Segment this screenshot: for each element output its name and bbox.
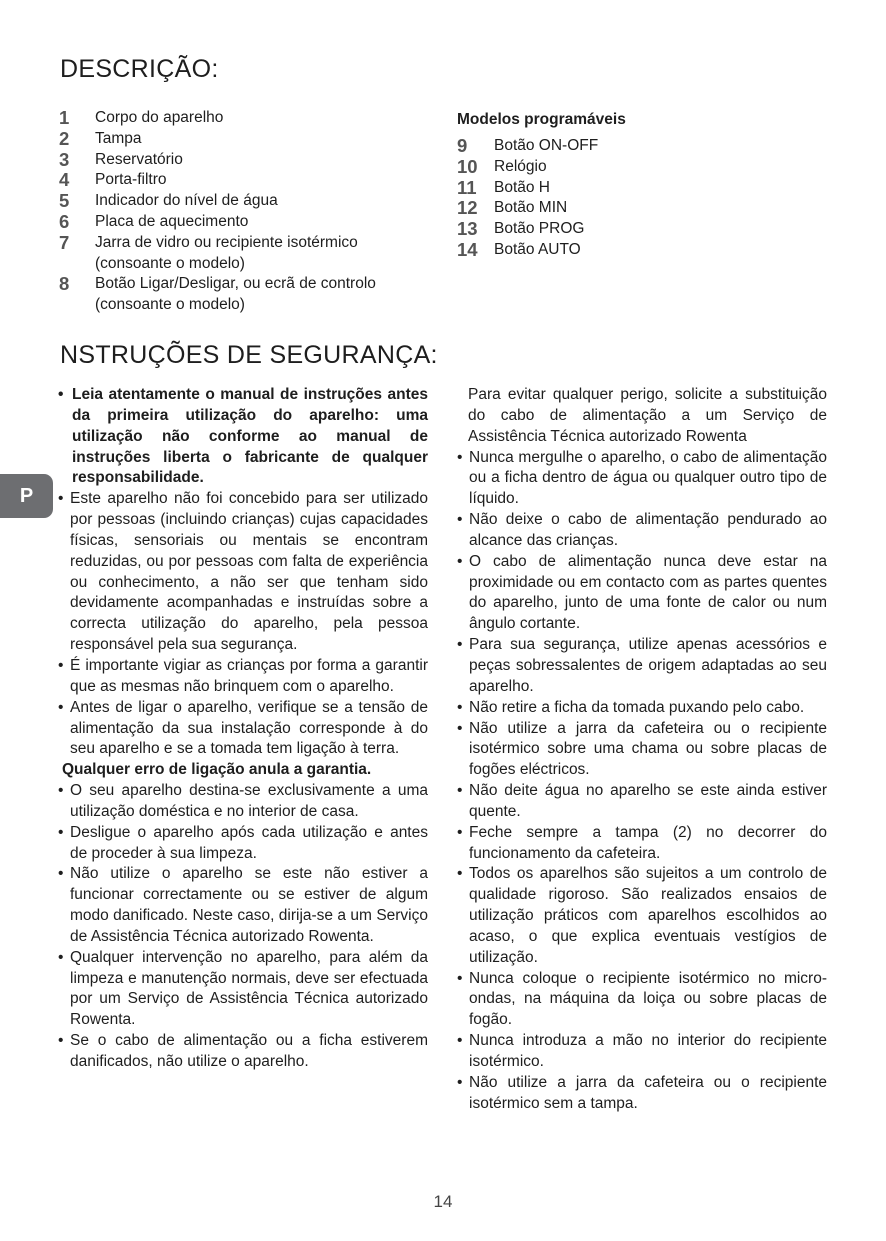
part-label: Porta-filtro [95,171,167,189]
part-label: Botão H [494,178,551,196]
list-item: • Para sua segurança, utilize apenas acessórios e peças sobressalentes de origem adaptadas ao seu aparelho. [457,635,827,698]
part-number: 1 [59,107,70,128]
list-item: • Não retire a ficha da tomada puxando pelo cabo. [457,698,827,719]
list-item: • Não utilize a jarra da cafeteira ou o recipiente isotérmico sem a tampa. [457,1073,827,1115]
part-number: 2 [59,127,70,149]
list-item: • Nunca mergulhe o aparelho, o cabo de alimentação ou a ficha dentro de água ou qualquer outro tipo de líquido. [457,448,827,511]
list-item: • Leia atentamente o manual de instruções antes da primeira utilização do aparelho: uma utilização não conforme ao manual de instruções liberta o fabricante de qualquer responsabilidade. [58,385,428,489]
safety-title: NSTRUÇÕES DE SEGURANÇA: [60,341,438,369]
parts-list [59,108,429,316]
list-item-continued: Para evitar qualquer perigo, solicite a substituição do cabo de alimentação a um Serviço de Assistência Técnica autorizado Rowenta [468,386,827,445]
part-label: Tampa [95,129,142,147]
programmable-models-list [457,110,837,261]
part-number: 11 [457,176,477,198]
language-tab: P [0,474,53,518]
list-item: • O cabo de alimentação nunca deve estar na proximidade ou em contacto com as partes quentes do aparelho, junto de uma fonte de calor ou num ângulo cortante. [457,552,827,635]
part-item [59,170,429,191]
part-label: Jarra de vidro ou recipiente isotérmico (consoante o modelo) [95,233,358,272]
part-label: Indicador do nível de água [95,192,278,210]
part-number: 5 [59,190,70,212]
part-item [457,136,837,157]
part-item [457,240,837,261]
part-number: 7 [59,231,70,253]
list-item: • Nunca coloque o recipiente isotérmico no micro-ondas, na máquina da loiça ou sobre placas de fogão. [457,969,827,1032]
description-title: DESCRIÇÃO: [60,55,219,83]
part-number: 12 [457,197,478,219]
list-item: • É importante vigiar as crianças por forma a garantir que as mesmas não brinquem com o aparelho. [58,656,428,698]
part-item [457,178,837,199]
part-label: Botão ON-OFF [494,137,599,154]
list-item: • Não utilize o aparelho se este não estiver a funcionar correctamente ou se estiver de algum modo danificado. Neste caso, dirija-se a um Serviço de Assistência Técnica autorizado Rowenta. [58,864,428,947]
list-item: • Antes de ligar o aparelho, verifique se a tensão de alimentação da sua instalação corresponde à do seu aparelho e se a tomada tem ligação à terra. [58,698,428,761]
part-item [59,150,429,171]
part-label: Placa de aquecimento [95,212,249,230]
part-number: 4 [59,169,70,191]
models-title: Modelos programáveis [457,111,626,128]
part-label: Relógio [494,157,547,175]
part-item [59,274,429,316]
part-item [59,108,429,129]
part-number: 3 [59,148,70,170]
list-item: • Se o cabo de alimentação ou a ficha estiverem danificados, não utilize o aparelho. [58,1031,428,1073]
part-number: 13 [457,218,478,240]
part-label: Botão MIN [494,199,568,217]
list-item: • Todos os aparelhos são sujeitos a um controlo de qualidade rigoroso. São realizados ensaios de utilização práticos com aparelhos escolhidos ao acaso, o que explica eventuais vestígios de utilização. [457,864,827,968]
part-item [59,212,429,233]
list-item: • Não utilize a jarra da cafeteira ou o recipiente isotérmico sobre uma chama ou sobre placas de fogões eléctricos. [457,719,827,782]
page-number: 14 [433,1192,453,1211]
list-item: • Feche sempre a tampa (2) no decorrer do funcionamento da cafeteira. [457,823,827,865]
safety-column-right [457,385,827,1115]
part-item [59,129,429,150]
list-item: • Desligue o aparelho após cada utilização e antes de proceder à sua limpeza. [58,823,428,865]
list-item: • Não deixe o cabo de alimentação pendurado ao alcance das crianças. [457,510,827,552]
part-item [59,233,429,275]
part-number: 10 [457,155,478,177]
part-label: Corpo do aparelho [95,109,224,126]
part-label: Botão PROG [494,220,585,238]
part-number: 6 [59,210,70,232]
part-label: Botão AUTO [494,240,581,258]
part-label: Reservatório [95,150,183,168]
list-item: • Qualquer intervenção no aparelho, para além da limpeza e manutenção normais, deve ser efectuada por um Serviço de Assistência Técnica autorizado Rowenta. [58,948,428,1031]
part-item [457,219,837,240]
part-label: Botão Ligar/Desligar, ou ecrã de controlo (consoante o modelo) [95,275,376,314]
part-item [457,157,837,178]
part-item [457,198,837,219]
part-number: 14 [457,238,478,260]
list-item: • Nunca introduza a mão no interior do recipiente isotérmico. [457,1031,827,1073]
list-item: • O seu aparelho destina-se exclusivamente a uma utilização doméstica e no interior de casa. [58,781,428,823]
safety-column-left [58,385,428,1073]
list-item: • Este aparelho não foi concebido para ser utilizado por pessoas (incluindo crianças) cujas capacidades físicas, sensoriais ou mentais se encontram reduzidas, ou por pessoas com falta de experiência ou conhecimento, a não ser que tenham sido devidamente acompanhadas e instruídas sobre a correcta utilização do aparelho, pela pessoa responsável pela sua segurança. [58,489,428,656]
warranty-note: Qualquer erro de ligação anula a garantia. [62,761,372,779]
part-item [59,191,429,212]
list-item: • Não deite água no aparelho se este ainda estiver quente. [457,781,827,823]
part-number: 9 [457,135,468,156]
part-number: 8 [59,273,70,295]
